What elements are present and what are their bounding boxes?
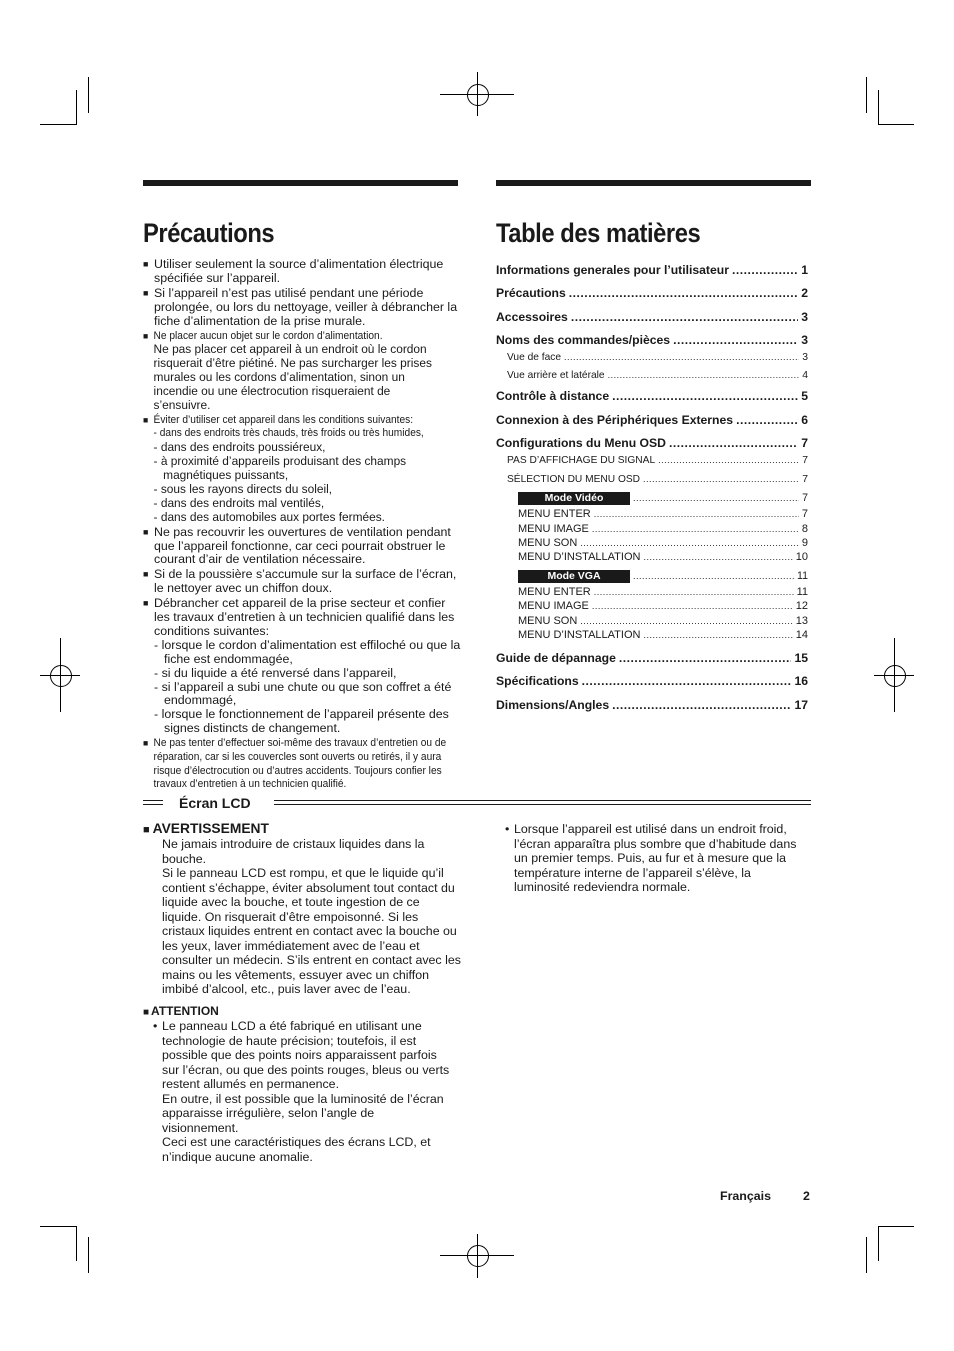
precautions-list [143, 258, 461, 793]
warning-paragraph: Si le panneau LCD est rompu, et que le liquide qu’il contient s’échappe, éviter absolument tout contact du liquide avec la bouche, et toute ingestion de ce liquide. On risquerait d’être empoisonné. Si les cristaux liquides entrent en contact avec la bouche ou les yeux, laver immédiatement avec de l’eau et consulter un médecin. S’ils entrent en contact avec les mains ou les vêtements, essuyer avec un chiffon imbibé d’alcool, etc., puis laver avec de l’eau. [162, 866, 461, 996]
toc-entry[interactable]: Connexion à des Périphériques Externes ..... 6 [496, 412, 808, 435]
toc-entry[interactable]: Précautions ..... 2 [496, 285, 808, 308]
toc-subentry[interactable]: Vue de face ..... 3 [496, 350, 808, 369]
attention-paragraph: En outre, il est possible que la luminosité de l’écran apparaisse irrégulière, selon l’angle de visionnement. [162, 1091, 444, 1135]
mode-vga-badge: Mode VGA [518, 570, 630, 583]
lcd-section-heading: Écran LCD [179, 795, 251, 811]
precaution-item: ■ Utiliser seulement la source d’alimentation électrique spécifiée sur l’appareil. [143, 258, 461, 286]
toc-entry[interactable]: Noms des commandes/pièces ..... 3 [496, 332, 808, 350]
toc-subentry[interactable]: MENU SON ..... 13 [496, 614, 808, 628]
toc-subentry[interactable]: Vue arrière et latérale ..... 4 [496, 368, 808, 388]
toc-entry[interactable]: Spécifications ..... 16 [496, 673, 808, 696]
attention-paragraph: • Le panneau LCD a été fabriqué en utilisant une technologie de haute précision; toutefois, il est possible que des points noirs apparaissent parfois sur l’écran, ou que des points rouges, bleus ou verts restent allumés en permanence. [153, 1019, 453, 1092]
square-bullet-icon: ■ [143, 824, 150, 836]
toc-top-rule [496, 180, 811, 186]
precaution-item: ■ Débrancher cet appareil de la prise secteur et confier les travaux d’entretien à un technicien qualifié dans les conditions suivantes: - lorsque le cordon d’alimentation est effiloché ou que la fiche est endommagée, - si du liquide a été renversé dans l’appareil, - si l’appareil a subi une chute ou que son coffret a été endommagé, - lorsque le fonctionnement de l’appareil présente des signes distincts de changement. [143, 597, 461, 736]
toc-subentry[interactable]: MENU D’INSTALLATION ..... 14 [496, 628, 808, 650]
toc-mode-video[interactable]: Mode Vidéo ..... 7 [496, 491, 808, 507]
mode-video-badge: Mode Vidéo [518, 492, 630, 505]
warning-text [162, 837, 462, 997]
toc-entry[interactable]: Informations generales pour l’utilisateur ..... 1 [496, 262, 808, 285]
toc-entry[interactable]: Accessoires ..... 3 [496, 309, 808, 332]
toc-subentry[interactable]: MENU SON ..... 9 [496, 536, 808, 550]
toc-subentry[interactable]: PAS D’AFFICHAGE DU SIGNAL ..... 7 [496, 453, 808, 472]
precaution-item: ■ Si l’appareil n’est pas utilisé pendant une période prolongée, ou lors du nettoyage, veiller à débrancher la fiche d’alimentation de la prise murale. [143, 287, 461, 329]
toc-entry[interactable]: Guide de dépannage ..... 15 [496, 650, 808, 673]
toc-title: Table des matières [496, 218, 701, 248]
precaution-item: ■ Éviter d’utiliser cet appareil dans les conditions suivantes: - dans des endroits très chauds, très froids ou très humides, - dans des endroits poussiéreux, - à proximité d’appareils produisant des champs magnétiques puissants, - sous les rayons directs du soleil, - dans des endroits mal ventilés, - dans des automobiles aux portes fermées. [143, 414, 448, 525]
footer-language: Français [720, 1189, 771, 1203]
table-of-contents [496, 262, 808, 720]
attention-heading: ■ ATTENTION [143, 1004, 219, 1018]
toc-subentry[interactable]: MENU IMAGE ..... 8 [496, 522, 808, 536]
toc-mode-vga[interactable]: Mode VGA ..... 11 [496, 569, 808, 585]
square-bullet-icon: ■ [143, 1007, 150, 1018]
precautions-title: Précautions [143, 218, 275, 248]
precaution-item: ■ Ne placer aucun objet sur le cordon d’alimentation. Ne pas placer cet appareil à un endroit où le cordon risquerait d’être piétiné. Ne pas surcharger les prises murales ou les cordons d’alimentation, sinon un incendie ou une électrocution risqueraient de s’ensuivre. [143, 330, 448, 413]
toc-subentry[interactable]: SÉLECTION DU MENU OSD ..... 7 [496, 472, 808, 491]
warning-heading: ■ AVERTISSEMENT [143, 821, 269, 836]
warning-paragraph: Ne jamais introduire de cristaux liquides dans la bouche. [162, 837, 425, 866]
footer-page-number: 2 [803, 1189, 810, 1203]
precautions-top-rule [143, 180, 458, 186]
toc-subentry[interactable]: MENU ENTER ..... 7 [496, 507, 808, 521]
precaution-item: ■ Ne pas recouvrir les ouvertures de ventilation pendant que l’appareil fonctionne, car ceci pourrait obstruer le courant d’air de ventilation nécessaire. [143, 526, 461, 568]
toc-subentry[interactable]: MENU D’INSTALLATION ..... 10 [496, 550, 808, 564]
cold-environment-note: • Lorsque l’appareil est utilisé dans un endroit froid, l’écran apparaîtra plus sombre que d’habitude dans un premier temps. Puis, au fur et à mesure que la température interne de l’appareil s’élève, la luminosité redeviendra normale. [505, 822, 805, 895]
toc-entry[interactable]: Contrôle à distance ..... 5 [496, 388, 808, 411]
precaution-item: ■ Ne pas tenter d’effectuer soi-même des travaux d’entretien ou de réparation, car si les couvercles sont ouverts ou retirés, il y aura risque d’électrocution ou d’autres accidents. Toujours confier les travaux d’entretien à un technicien qualifié. [143, 737, 448, 792]
toc-entry[interactable]: Configurations du Menu OSD ..... 7 [496, 435, 808, 453]
attention-text [153, 1019, 453, 1164]
attention-paragraph: Ceci est une caractéristiques des écrans LCD, et n’indique aucune anomalie. [162, 1135, 431, 1164]
toc-subentry[interactable]: MENU IMAGE ..... 12 [496, 599, 808, 613]
toc-entry[interactable]: Dimensions/Angles ..... 17 [496, 697, 808, 720]
precaution-item: ■ Si de la poussière s’accumule sur la surface de l’écran, le nettoyer avec un chiffon doux. [143, 568, 461, 596]
toc-subentry[interactable]: MENU ENTER ..... 11 [496, 585, 808, 599]
